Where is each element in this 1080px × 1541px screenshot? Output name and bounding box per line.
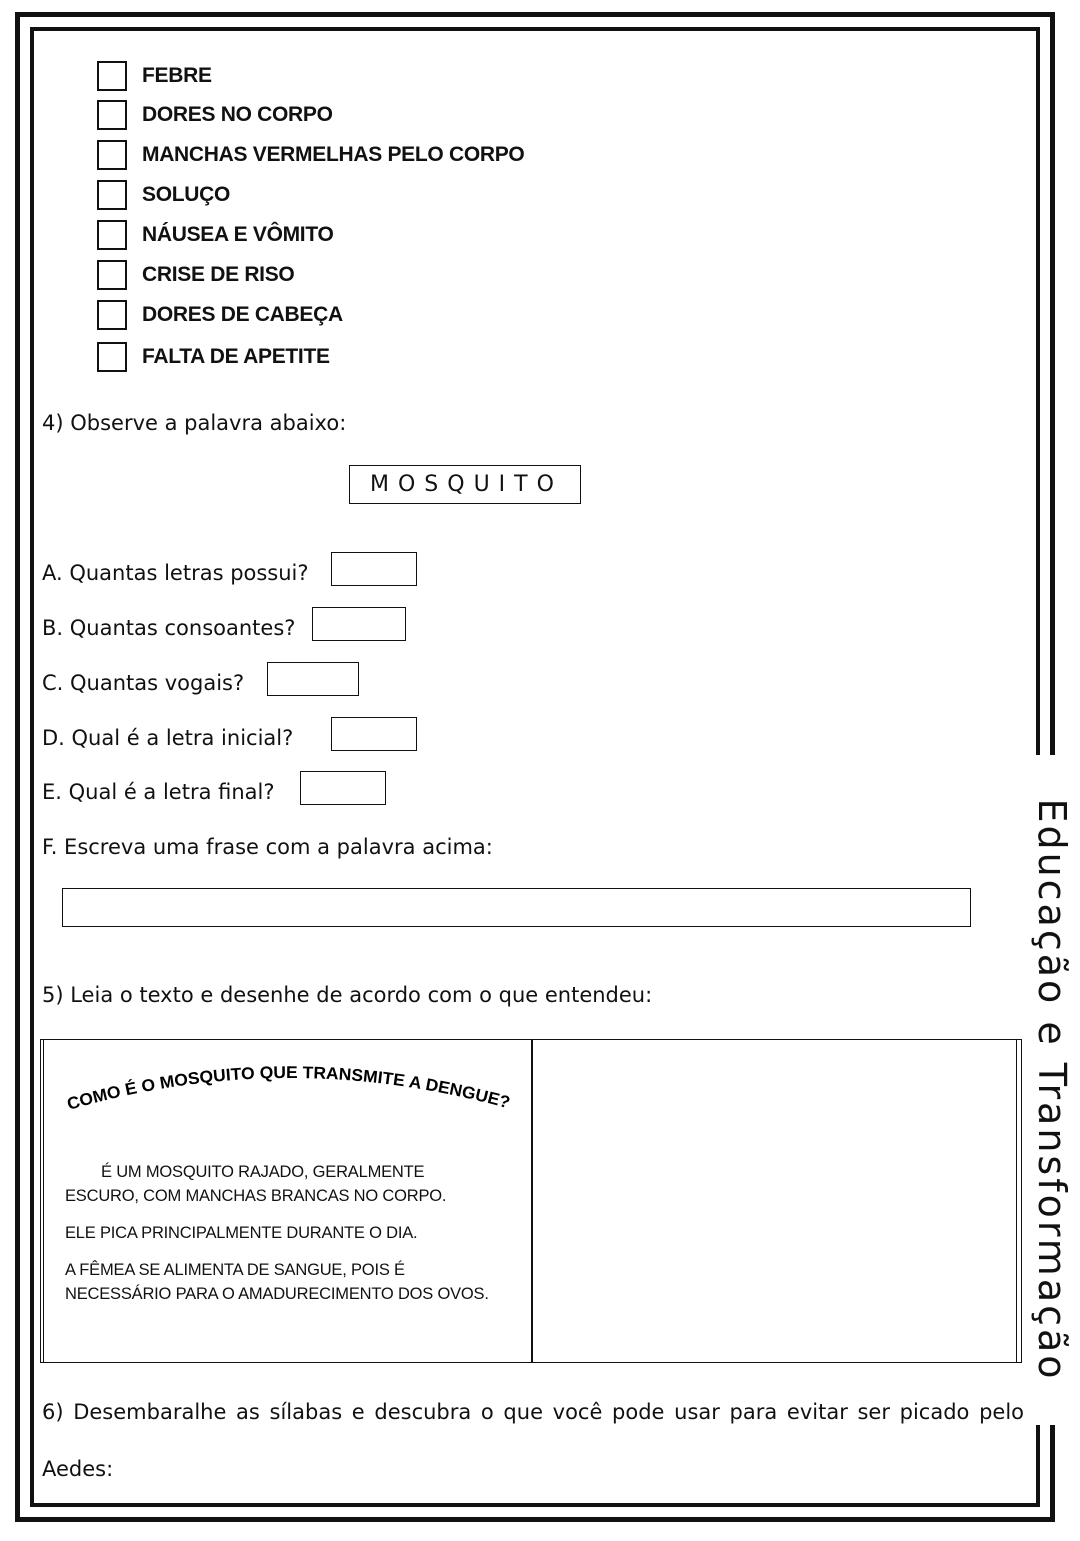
reading-drawing-table bbox=[40, 1039, 1022, 1363]
text-paragraph-1-cont bbox=[65, 1184, 446, 1208]
question-4a: A. Quantas letras possui? bbox=[42, 561, 309, 585]
text-paragraph-2: ELE PICA PRINCIPALMENTE DURANTE O DIA. bbox=[65, 1224, 418, 1242]
symptom-label: FEBRE bbox=[142, 64, 212, 87]
drawing-area[interactable] bbox=[533, 1040, 1017, 1362]
text-paragraph-3 bbox=[65, 1258, 489, 1306]
symptom-item[interactable] bbox=[97, 138, 524, 172]
symptom-label: SOLUÇO bbox=[142, 183, 231, 206]
symptom-item[interactable] bbox=[97, 98, 333, 132]
question-6-title-cont: Aedes: bbox=[42, 1457, 114, 1481]
text-line: NECESSÁRIO PARA O AMADURECIMENTO DOS OVOS. bbox=[65, 1285, 489, 1303]
text-heading: COMO É O MOSQUITO QUE TRANSMITE A DENGUE? bbox=[64, 1062, 512, 1114]
answer-box-consonants[interactable] bbox=[312, 607, 406, 641]
checkbox[interactable] bbox=[97, 260, 127, 290]
side-label: Educação e Transformação bbox=[1030, 798, 1074, 1382]
question-6-title: 6) Desembaralhe as sílabas e descubra o que você pode usar para evitar ser picado pelo bbox=[42, 1400, 1024, 1424]
symptom-label: DORES NO CORPO bbox=[142, 103, 333, 126]
checkbox[interactable] bbox=[97, 342, 127, 372]
answer-box-vowels[interactable] bbox=[267, 662, 359, 696]
checkbox[interactable] bbox=[97, 220, 127, 250]
symptom-item[interactable] bbox=[97, 298, 343, 332]
checkbox[interactable] bbox=[97, 180, 127, 210]
word-box: MOSQUITO bbox=[349, 465, 581, 504]
symptom-label: CRISE DE RISO bbox=[142, 263, 295, 286]
answer-box-initial-letter[interactable] bbox=[331, 717, 417, 751]
checkbox[interactable] bbox=[97, 100, 127, 130]
question-4b: B. Quantas consoantes? bbox=[42, 616, 296, 640]
question-4c: C. Quantas vogais? bbox=[42, 671, 245, 695]
symptom-item[interactable] bbox=[97, 178, 230, 212]
question-5-title: 5) Leia o texto e desenhe de acordo com o que entendeu: bbox=[42, 983, 653, 1007]
symptom-label: FALTA DE APETITE bbox=[142, 345, 330, 368]
symptom-label: NÁUSEA E VÔMITO bbox=[142, 223, 334, 246]
text-heading-arc bbox=[41, 1040, 531, 1140]
symptom-item[interactable] bbox=[97, 340, 330, 374]
checkbox[interactable] bbox=[97, 140, 127, 170]
symptom-item[interactable] bbox=[97, 59, 212, 93]
symptom-label: MANCHAS VERMELHAS PELO CORPO bbox=[142, 143, 525, 166]
answer-box-letters[interactable] bbox=[331, 552, 417, 586]
text-paragraph-1 bbox=[101, 1160, 424, 1184]
symptom-label: DORES DE CABEÇA bbox=[142, 303, 343, 326]
question-4f: F. Escreva uma frase com a palavra acima: bbox=[42, 835, 493, 859]
question-4d: D. Qual é a letra inicial? bbox=[42, 726, 294, 750]
question-4-title: 4) Observe a palavra abaixo: bbox=[42, 411, 347, 435]
answer-box-final-letter[interactable] bbox=[300, 771, 386, 805]
text-line: A FÊMEA SE ALIMENTA DE SANGUE, POIS É bbox=[65, 1261, 405, 1279]
checkbox[interactable] bbox=[97, 61, 127, 91]
text-line: ESCURO, COM MANCHAS BRANCAS NO CORPO. bbox=[65, 1187, 447, 1205]
text-line: É UM MOSQUITO RAJADO, GERALMENTE bbox=[101, 1163, 425, 1181]
sentence-answer-box[interactable] bbox=[62, 888, 971, 927]
symptom-item[interactable] bbox=[97, 258, 294, 292]
symptom-item[interactable] bbox=[97, 218, 334, 252]
checkbox[interactable] bbox=[97, 300, 127, 330]
question-4e: E. Qual é a letra final? bbox=[42, 780, 275, 804]
